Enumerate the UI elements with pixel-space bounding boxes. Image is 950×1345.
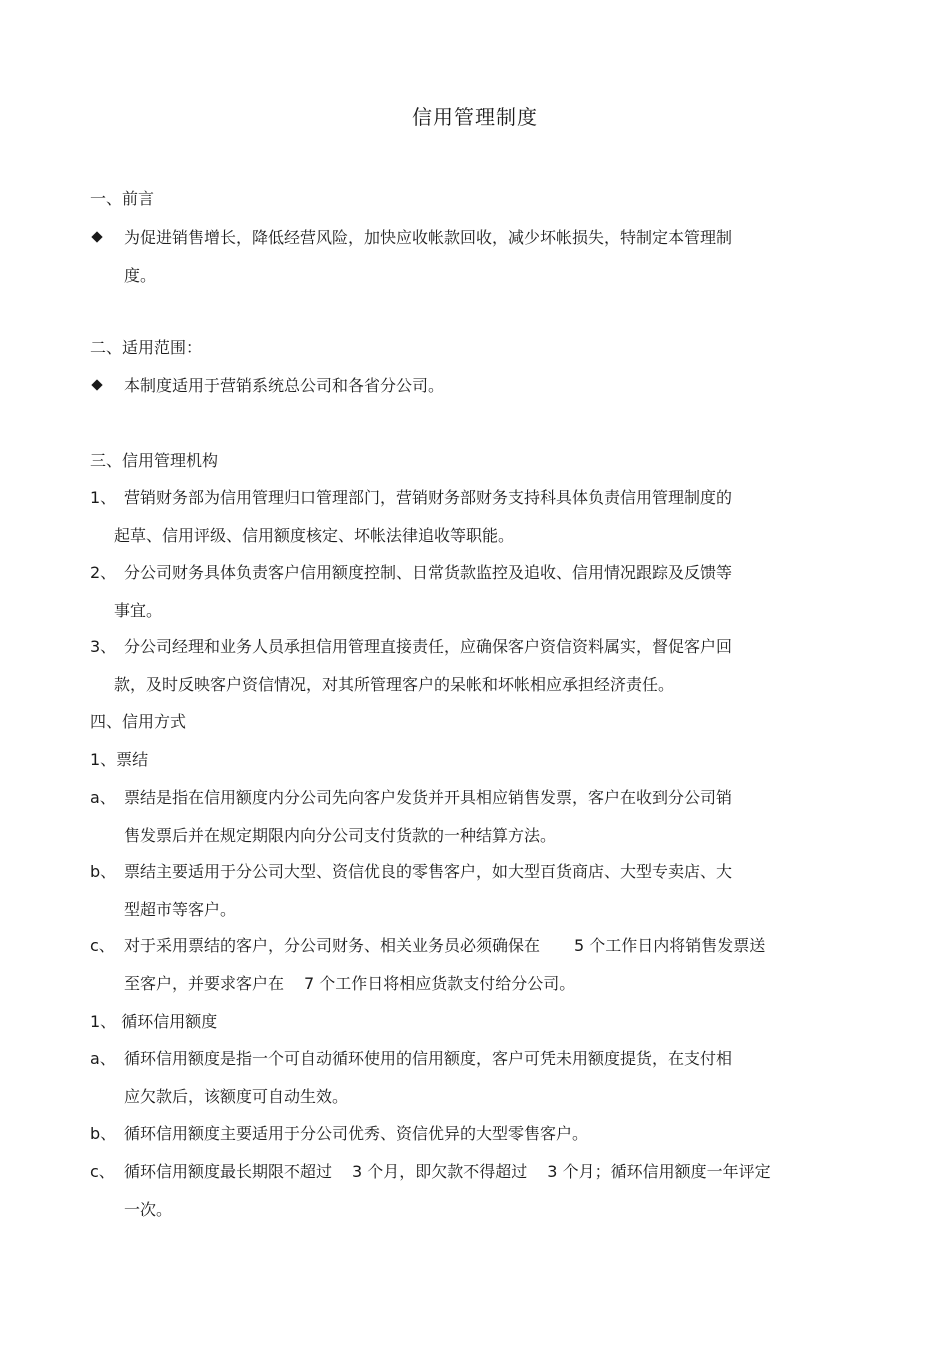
item-letter: c、	[90, 936, 115, 955]
item-text	[124, 935, 765, 957]
document-title: 信用管理制度	[412, 105, 538, 129]
item-text-continued: 售发票后并在规定期限内向分公司支付货款的一种结算方法。	[124, 826, 557, 845]
subsection-heading-revolving-credit: 1、 循环信用额度	[90, 1012, 218, 1031]
section-heading-credit-methods: 四、信用方式	[90, 712, 187, 731]
item-text: 为促进销售增长，降低经营风险，加快应收帐款回收，减少坏帐损失，特制定本管理制	[124, 228, 733, 247]
item-letter: a、	[90, 788, 116, 807]
item-text-part: 3 个月；循环信用额度一年评定	[547, 1162, 771, 1181]
diamond-bullet-icon	[91, 231, 102, 242]
item-text: 营销财务部为信用管理归口管理部门，营销财务部财务支持科具体负责信用管理制度的	[124, 488, 733, 507]
item-text: 分公司经理和业务人员承担信用管理直接责任，应确保客户资信资料属实，督促客户回	[124, 637, 733, 656]
item-text-part: 对于采用票结的客户，分公司财务、相关业务员必须确保在	[124, 936, 541, 955]
item-text: 票结是指在信用额度内分公司先向客户发货并开具相应销售发票，客户在收到分公司销	[124, 788, 733, 807]
item-number: 3、	[90, 637, 117, 656]
item-letter: c、	[90, 1162, 115, 1181]
subsection-heading-invoice-settlement: 1、票结	[90, 750, 149, 769]
item-text-continued: 型超市等客户。	[124, 900, 237, 919]
item-text: 分公司财务具体负责客户信用额度控制、日常货款监控及追收、信用情况跟踪及反馈等	[124, 563, 733, 582]
item-letter: a、	[90, 1049, 116, 1068]
item-text-continued: 度。	[124, 266, 157, 285]
item-text-continued: 应欠款后，该额度可自动生效。	[124, 1087, 349, 1106]
item-text: 循环信用额度是指一个可自动循环使用的信用额度，客户可凭未用额度提货，在支付相	[124, 1049, 733, 1068]
item-text	[124, 1161, 771, 1183]
item-number: 2、	[90, 563, 117, 582]
item-text-continued: 事宜。	[114, 601, 163, 620]
item-text-part: 3 个月，即欠款不得超过	[352, 1162, 528, 1181]
item-letter: b、	[90, 862, 117, 881]
item-letter: b、	[90, 1124, 117, 1143]
section-heading-organization: 三、信用管理机构	[90, 451, 219, 470]
item-number: 1、	[90, 488, 117, 507]
item-text-continued: 一次。	[124, 1200, 173, 1219]
item-text-continued	[124, 973, 575, 995]
section-heading-preface: 一、前言	[90, 189, 155, 208]
item-text: 票结主要适用于分公司大型、资信优良的零售客户，如大型百货商店、大型专卖店、大	[124, 862, 733, 881]
diamond-bullet-icon	[91, 379, 102, 390]
item-text-part: 至客户，并要求客户在	[124, 974, 285, 993]
item-text: 循环信用额度主要适用于分公司优秀、资信优异的大型零售客户。	[124, 1124, 589, 1143]
item-text-part: 7 个工作日将相应货款支付给分公司。	[304, 974, 576, 993]
item-text-part: 5 个工作日内将销售发票送	[574, 936, 766, 955]
section-heading-scope: 二、适用范围：	[90, 338, 203, 357]
item-text: 本制度适用于营销系统总公司和各省分公司。	[124, 376, 445, 395]
item-text-part: 循环信用额度最长期限不超过	[124, 1162, 333, 1181]
item-text-continued: 款，及时反映客户资信情况，对其所管理客户的呆帐和坏帐相应承担经济责任。	[114, 675, 675, 694]
item-text-continued: 起草、信用评级、信用额度核定、坏帐法律追收等职能。	[114, 526, 515, 545]
